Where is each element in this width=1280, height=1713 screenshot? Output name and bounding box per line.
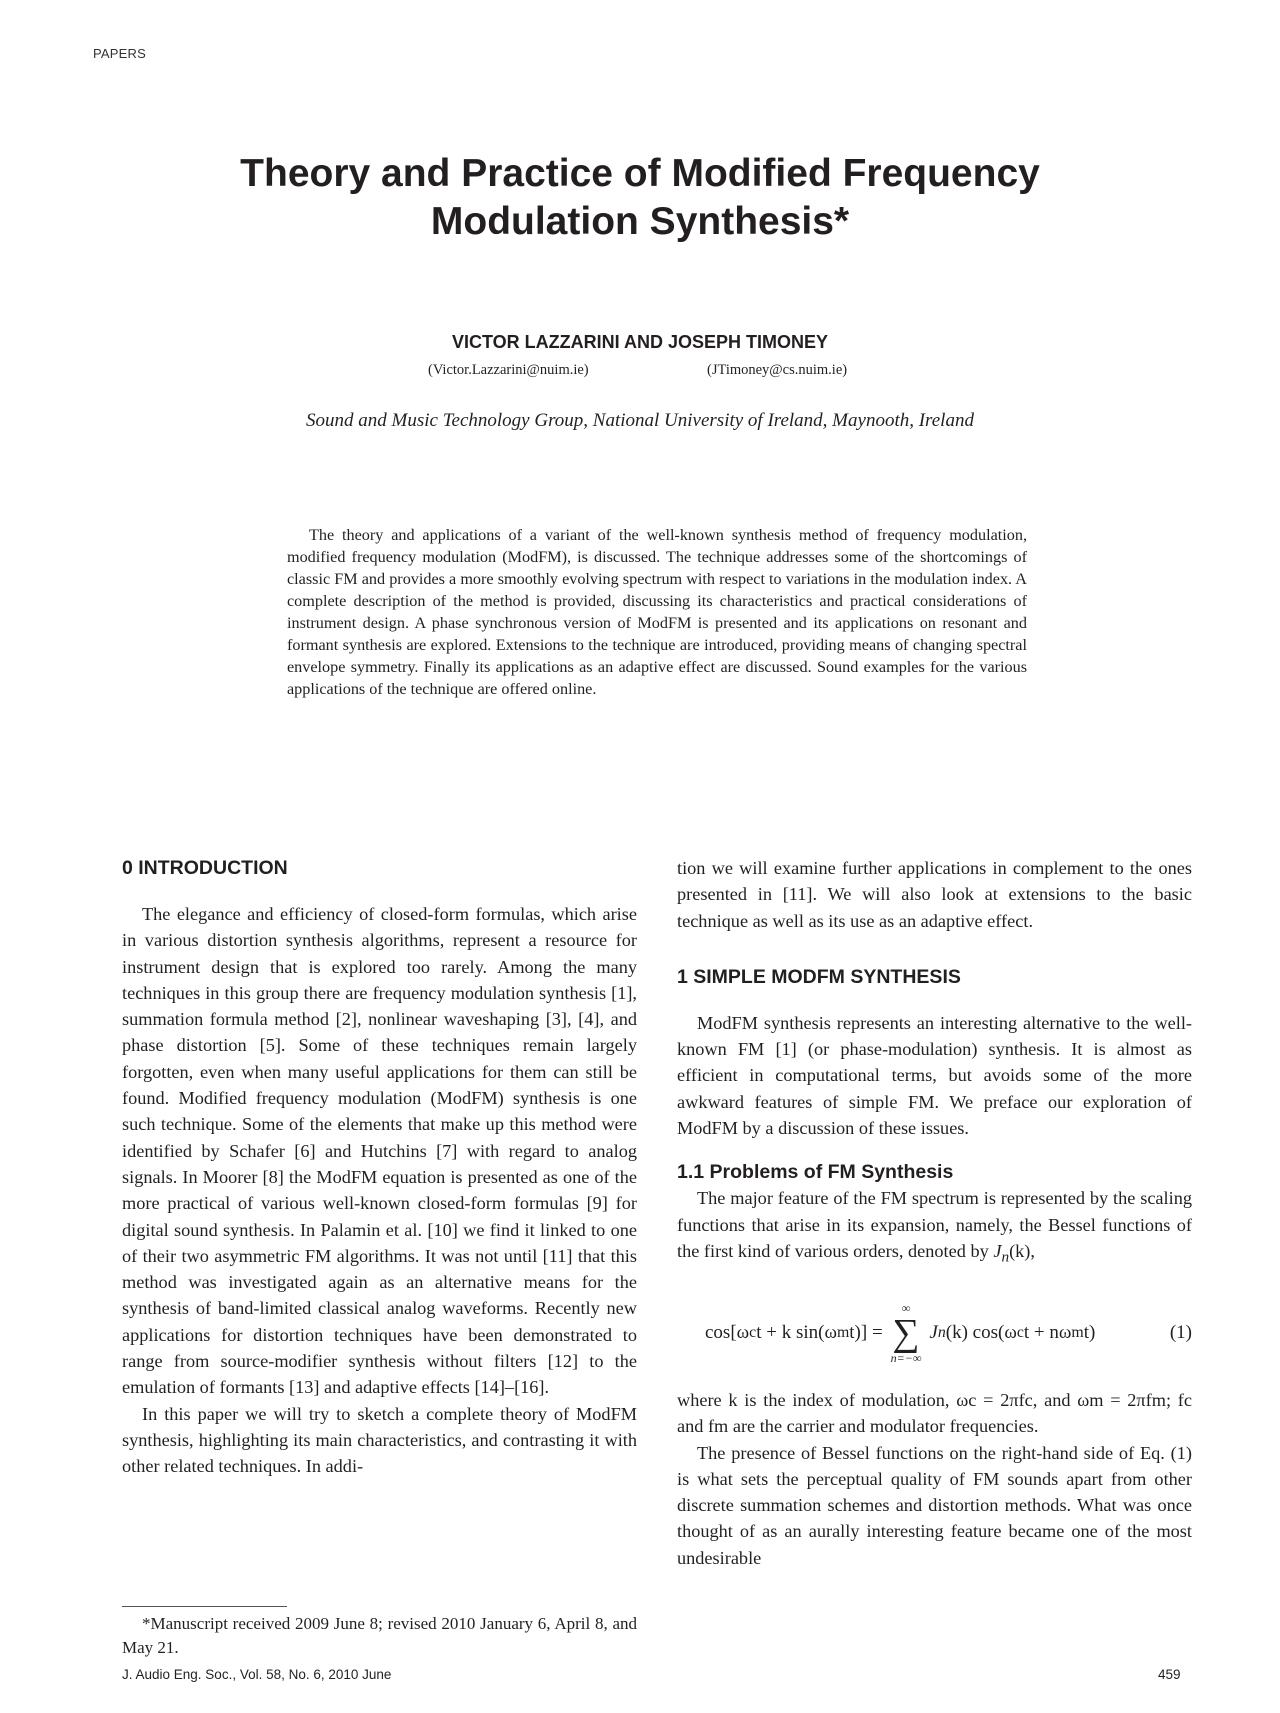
simple-modfm-paragraph-1: ModFM synthesis represents an interesting alternative to the well-known FM [1] (or phase-modulation) synthesis. It is almost as efficient in computational terms, but avoids some of the more awkward features of simple FM. We preface our exploration of ModFM by a discussion of these issues. (677, 1012, 1192, 1139)
affiliation: Sound and Music Technology Group, National University of Ireland, Maynooth, Ireland (306, 410, 974, 431)
abstract (287, 524, 1027, 700)
paper-title-line-2: Modulation Synthesis* (430, 200, 850, 243)
column-left (122, 855, 637, 1480)
subsection-heading-problems-fm: 1.1 Problems of FM Synthesis (677, 1161, 954, 1184)
intro-paragraph-2-continued: tion we will examine further applications in complement to the ones presented in [11]. We will also look at extensions to the basic technique as well as its use as an adaptive effect. (677, 858, 1192, 931)
equation-1 (677, 1283, 1192, 1383)
equation-body: cos[ω c t + k sin(ω m t)] = ∞ ∑ n=−∞ J n (k) cos(ω c t + nω m t) (705, 1300, 1096, 1365)
footnote-text: *Manuscript received 2009 June 8; revised 2010 January 6, April 8, and May 21. (122, 1614, 637, 1657)
equation-number: (1) (1169, 1321, 1192, 1343)
journal-citation: J. Audio Eng. Soc., Vol. 58, No. 6, 2010 June (122, 1667, 392, 1682)
column-right (677, 855, 1192, 1571)
problems-paragraph-2: where k is the index of modulation, ωc = 2πfc, and ωm = 2πfm; fc and fm are the carrier and modulator frequencies. (677, 1389, 1192, 1437)
author-email-1: (Victor.Lazzarini@nuim.ie) (428, 362, 589, 378)
intro-paragraph-1: The elegance and efficiency of closed-form formulas, which arise in various distortion synthesis algorithms, represent a resource for instrument design that is explored too rarely. Among the many techniques in this group there are frequency modulation synthesis [1], summation formula method [2], nonlinear waveshaping [3], [4], and phase distortion [5]. Some of these techniques remain largely forgotten, even when many useful applications for them can still be found. Modified frequency modulation (ModFM) synthesis is one such technique. Some of the elements that make up this method were identified by Schafer [6] and Hutchins [7] with regard to analog signals. In Moorer [8] the ModFM equation is presented as one of the more practical of various well-known closed-form formulas [9] for digital sound synthesis. In Palamin et al. [10] we find it linked to one of their two asymmetric FM algorithms. It was not until [11] that this method was investigated again as an alternative means for the synthesis of band-limited classical analog waveforms. Recently new applications for distortion techniques have been demonstrated to range from source-modifier synthesis without filters [12] to the emulation of formants [13] and adaptive effects [14]–[16]. (122, 904, 637, 1398)
section-heading-simple-modfm: 1 SIMPLE MODFM SYNTHESIS (677, 965, 961, 988)
author-names: VICTOR LAZZARINI AND JOSEPH TIMONEY (451, 332, 829, 352)
intro-paragraph-2: In this paper we will try to sketch a complete theory of ModFM synthesis, highlighting its main characteristics, and contrasting it with other related techniques. In addi- (122, 1403, 637, 1477)
footnote (122, 1598, 637, 1660)
author-email-2: (JTimoney@cs.nuim.ie) (707, 362, 848, 378)
paper-title (120, 150, 1160, 246)
page-number: 459 (1158, 1667, 1181, 1682)
summation-symbol: ∞ ∑ n=−∞ (890, 1300, 922, 1365)
section-heading-introduction: 0 INTRODUCTION (122, 857, 288, 879)
problems-paragraph-3: The presence of Bessel functions on the right-hand side of Eq. (1) is what sets the perceptual quality of FM sounds apart from other discrete summation schemes and distortion methods. What was once thought of as an aurally interesting feature became one of the most undesirable (677, 1442, 1192, 1568)
paper-title-line-1: Theory and Practice of Modified Frequency (240, 152, 1040, 195)
abstract-text: The theory and applications of a variant of the well-known synthesis method of frequency modulation, modified frequency modulation (ModFM), is discussed. The technique addresses some of the shortcomings of classic FM and provides a more smoothly evolving spectrum with respect to variations in the modulation index. A complete description of the method is provided, discussing its characteristics and practical considerations of instrument design. A phase synchronous version of ModFM is presented and its applications on resonant and formant synthesis are explored. Extensions to the technique are introduced, providing means of changing spectral envelope symmetry. Finally its applications as an adaptive effect are discussed. Sound examples for the various applications of the technique are offered online. (287, 526, 1027, 698)
problems-paragraph-1: The major feature of the FM spectrum is represented by the scaling functions that arise in its expansion, namely, the Bessel functions of the first kind of various orders, denoted by $J_n(k)$, (677, 1188, 1192, 1266)
running-head: PAPERS (93, 46, 146, 61)
